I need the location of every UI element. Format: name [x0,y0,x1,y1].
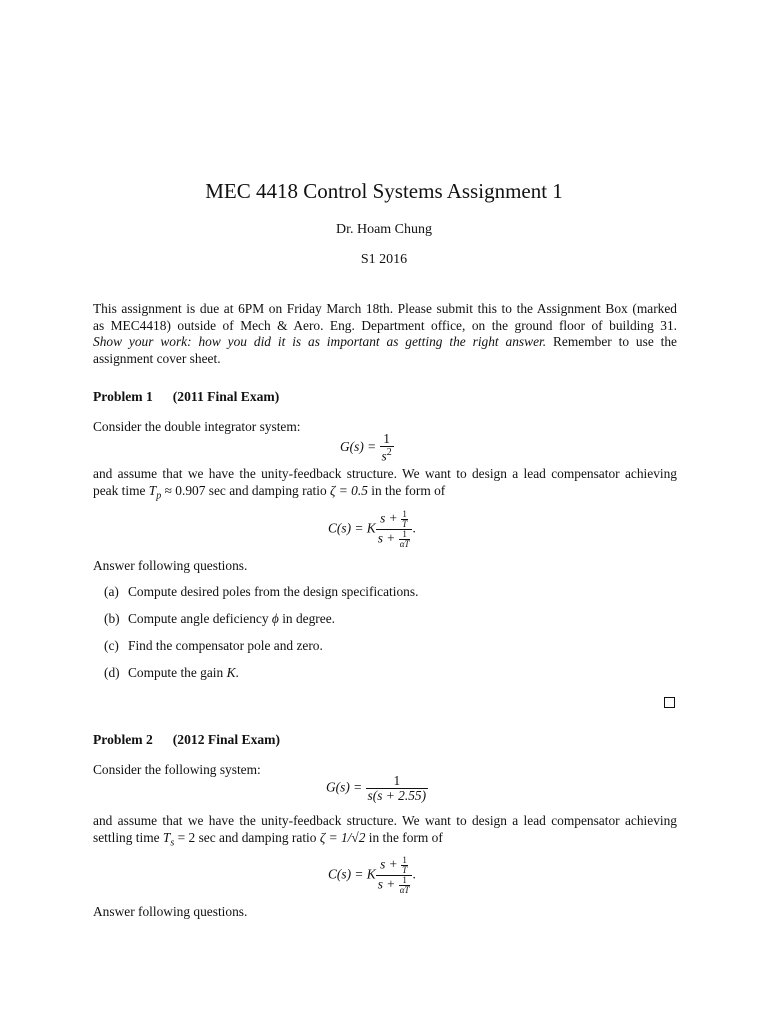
compensator-numerator: s + $\frac{1}{T}$ [376,856,413,876]
plant-numerator: 1 [380,432,394,447]
plant-lhs: G(s) = [340,438,377,454]
problem-2-plant-equation [326,774,428,803]
problem-2-spec-line-2: settling time $T_s = 2$ sec and damping ratio ζ = 1/√2 in the form of [93,829,443,849]
question-item: (d) Compute the gain K. [104,665,239,680]
plant-denominator: s(s + 2.55) [367,788,427,803]
plant-fraction [366,774,429,803]
intro-line-2: as MEC4418) outside of Mech & Aero. Eng. Department office, on the ground floor of building 31. [93,317,677,333]
compensator-numerator: s + $\frac{1}{T}$ [376,510,413,530]
plant-lhs: G(s) = [326,779,363,795]
intro-line-4: assignment cover sheet. [93,350,221,366]
problem-1-answer-intro: Answer following questions. [93,558,248,573]
problem-1-spec-line-1: and assume that we have the unity-feedback structure. We want to design a lead compensator achieving [93,466,677,481]
problem-2-compensator-equation: C(s) = K s + $\frac{1}{T}$ s + $\frac{1}{\alpha T}$ . [328,855,416,895]
problem-2-spec [93,813,677,848]
problem-2-heading [93,731,280,749]
compensator-fraction [376,510,413,549]
problem-2-number: Problem 2 [93,732,153,747]
problem-1-number: Problem 1 [93,389,153,404]
compensator-lhs: C(s) = K [328,520,376,536]
problem-1-spec-line-2: peak time $T_p \approx 0.907$ sec and damping ratio ζ = 0.5 in the form of [93,482,446,502]
plant-denominator: $s^2$ [381,447,392,464]
document-term: S1 2016 [360,252,408,267]
compensator-denominator: s + $\frac{1}{\alpha T}$ [377,529,410,549]
problem-2-source: (2012 Final Exam) [172,732,281,747]
problem-2-intro: Consider the following system: [93,762,261,777]
intro-line-3 [93,334,677,351]
problem-1-source: (2011 Final Exam) [172,389,280,404]
problem-1-plant-equation [340,432,394,463]
document-title: MEC 4418 Control Systems Assignment 1 [205,179,563,203]
intro-emphasis: Show your work: how you did it is as important as getting the right answer. [93,334,547,349]
compensator-fraction [376,856,413,895]
compensator-denominator: s + $\frac{1}{\alpha T}$ [377,875,410,895]
end-of-proof-square [664,697,675,708]
intro-line-1: This assignment is due at 6PM on Friday March 18th. Please submit this to the Assignment Box (marked [93,301,677,316]
problem-1-spec [93,466,677,501]
question-item: (c) Find the compensator pole and zero. [104,638,323,653]
plant-numerator: 1 [366,774,429,789]
problem-2-spec-line-1: and assume that we have the unity-feedback structure. We want to design a lead compensator achieving [93,813,677,828]
intro-paragraph [93,301,677,367]
problem-1-compensator-equation: C(s) = K s + $\frac{1}{T}$ s + $\frac{1}{\alpha T}$ . [328,509,416,549]
plant-fraction [380,432,394,463]
question-item: (a) Compute desired poles from the design specifications. [104,584,419,599]
problem-1-intro: Consider the double integrator system: [93,419,301,434]
intro-line-3-rest: Remember to use the [546,334,677,349]
problem-2-answer-intro: Answer following questions. [93,904,248,919]
problem-1-heading [93,388,279,406]
document-author: Dr. Hoam Chung [335,222,433,237]
question-item: (b) Compute angle deficiency ϕ in degree. [104,611,335,626]
compensator-lhs: C(s) = K [328,866,376,882]
